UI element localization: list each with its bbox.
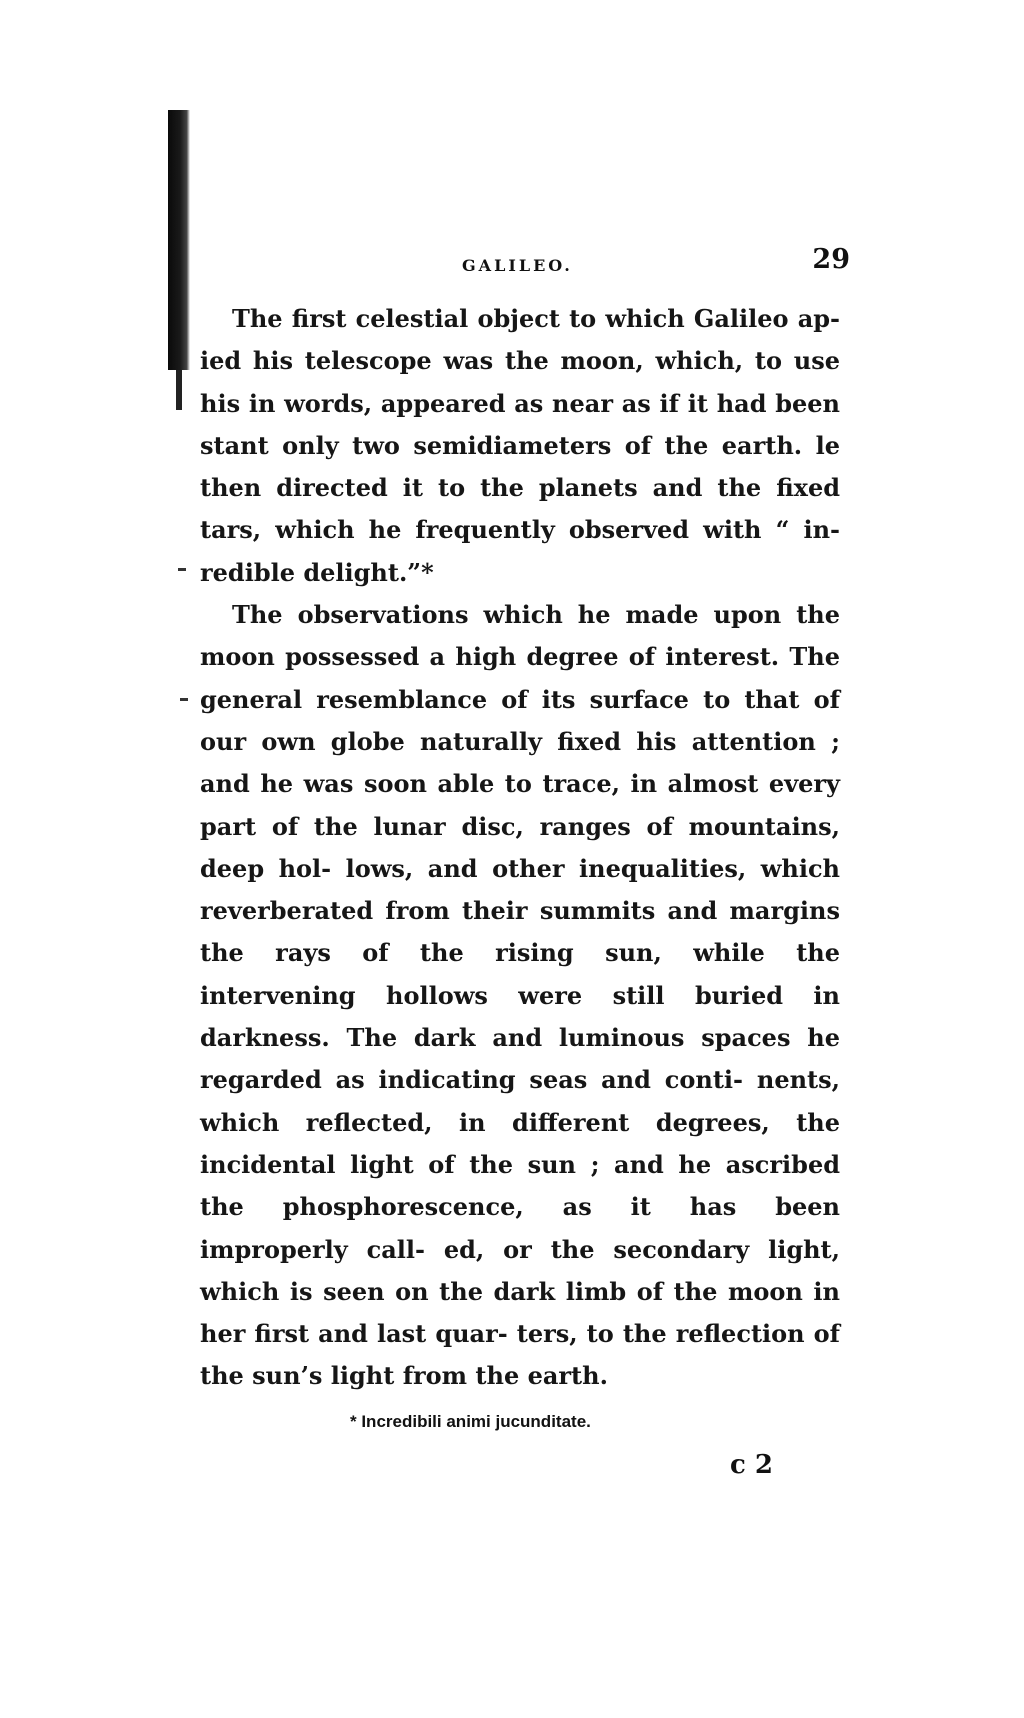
book-page: [200, 240, 850, 1480]
footnote: * Incredibili animi jucunditate.: [350, 1411, 591, 1431]
body-text: [200, 298, 840, 1398]
signature-mark: c 2: [730, 1449, 773, 1480]
margin-mark: [178, 568, 186, 571]
running-head: [200, 240, 850, 288]
page-number: 29: [812, 244, 850, 275]
binding-shadow: [168, 110, 190, 370]
running-title: GALILEO.: [462, 256, 573, 275]
margin-mark: [180, 698, 188, 701]
paragraph: The first celestial object to which Galileo ap- ied his telescope was the moon, which, to use his in words, appeared as near as if it had been stant only two semidiameters of the earth. le then directed it to the planets and the fixed tars, which he frequently observed with “ in- redible delight.”*: [200, 304, 840, 587]
binding-shadow-edge: [176, 370, 182, 410]
paragraph: The observations which he made upon the moon possessed a high degree of interest. The general resemblance of its surface to that of our own globe naturally fixed his attention ; and he was soon able to trace, in almost every part of the lunar disc, ranges of mountains, deep hol- lows, and other inequalities, which reverberated from their summits and margins the rays of the rising sun, while the intervening hollows were still buried in darkness. The dark and luminous spaces he regarded as indicating seas and conti- nents, which reflected, in different degrees, the incidental light of the sun ; and he ascribed the phosphorescence, as it has been improperly call- ed, or the secondary light, which is seen on the dark limb of the moon in her first and last quar- ters, to the reflection of the sun’s light from the earth.: [200, 600, 840, 1391]
